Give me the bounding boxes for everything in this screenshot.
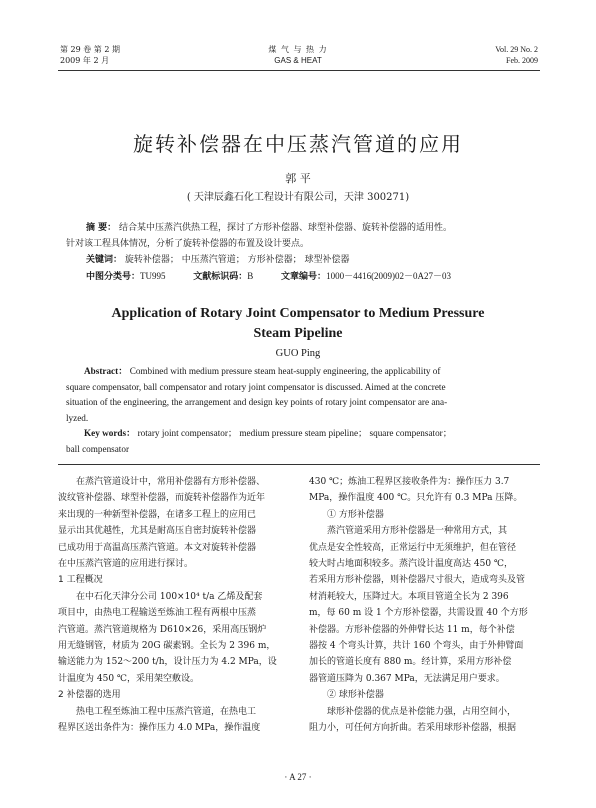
cont-line: 430 ℃；炼油工程界区接收条件为：操作压力 3.7	[309, 477, 510, 487]
subheading-1: ① 方形补偿器	[327, 509, 384, 520]
sub1-line: m，每 60 m 设 1 个方形补偿器，共需设置 40 个方形	[309, 608, 528, 619]
intro-line: 波纹管补偿器、球型补偿器，而旋转补偿器作为近年	[58, 493, 266, 504]
abstract-rule	[58, 464, 540, 465]
sub1-line: 优点是安全性较高，正常运行中无须维护，但在管径	[309, 542, 517, 553]
abstract-en-text-2: square compensator, ball compensator and rotary joint compensator is discussed. Aimed at the concrete	[66, 381, 446, 392]
clc-value: TU995	[140, 271, 166, 281]
clc-label: 中图分类号：	[86, 272, 141, 282]
sub1-line: 加长的管道长度有 880 m。经计算，采用方形补偿	[309, 657, 512, 668]
header-volume-issue: 第 29 卷 第 2 期	[60, 45, 120, 54]
abstract-en-text-3: situation of the engineering, the arrangement and design key points of rotary joint compensator are ana-	[66, 397, 448, 407]
section1-line: 项目中，由热电工程输送至炼油工程有两根中压蒸	[58, 608, 257, 619]
abstract-cn-label: 摘 要：	[86, 223, 117, 233]
keywords-en-text-1: rotary joint compensator； medium pressure steam pipeline； square compensator；	[137, 428, 452, 438]
abstract-en-text-1: Combined with medium pressure steam heat-supply engineering, the applicability of	[129, 366, 441, 376]
header-journal-cn: 煤 气 与 热 力	[268, 45, 328, 54]
cont-line: MPa，操作温度 400 ℃。只允许有 0.3 MPa 压降。	[309, 493, 523, 504]
header-journal-en: GAS & HEAT	[274, 56, 322, 65]
intro-line: 来出现的一种新型补偿器，在诸多工程上的应用已	[58, 509, 257, 520]
article-no-value: 1000－4416(2009)02－0A27－03	[326, 271, 452, 281]
header-volume-en	[495, 44, 538, 66]
subheading-2: ② 球形补偿器	[327, 690, 384, 701]
intro-line: 已成功用于高温高压蒸汽管道。本文对旋转补偿器	[58, 542, 257, 553]
sub1-line: 蒸汽管道采用方形补偿器是一种常用方式，其	[327, 526, 508, 537]
section-heading-1: 1 工程概况	[58, 575, 103, 586]
sub2-line: 阻力小，可任何方向折曲。若采用球形补偿器，根据	[309, 723, 517, 734]
abstract-en-text-4: lyzed.	[66, 412, 89, 423]
keywords-en-label: Key words：	[84, 428, 136, 438]
keywords-cn	[66, 252, 536, 268]
body-right-column	[309, 474, 540, 737]
section2-line: 程界区送出条件为：操作压力 4.0 MPa，操作温度	[58, 723, 261, 734]
abstract-en-label: Abstract：	[84, 366, 128, 376]
author-en: GUO Ping	[275, 348, 321, 359]
sub1-line: 补偿器。方形补偿器的外伸臂长达 11 m，每个补偿	[309, 624, 515, 635]
page-title: 旋转补偿器在中压蒸汽管道的应用	[133, 132, 463, 156]
abstract-en	[66, 364, 532, 457]
page-number: · A 27 ·	[284, 772, 312, 782]
keywords-en-text-2: ball compensator	[66, 443, 130, 454]
doc-code-value: B	[247, 271, 254, 281]
section2-line: 热电工程至炼油工程中压蒸汽管道，在热电工	[76, 706, 257, 717]
sub1-line: 较大时占地面积较多。蒸汽设计温度高达 450 ℃，	[309, 559, 513, 570]
affiliation-cn: ( 天津辰鑫石化工程设计有限公司，天津 300271)	[186, 192, 410, 203]
abstract-en-line-1	[66, 364, 532, 380]
classification-line	[66, 268, 536, 285]
abstract-cn-text-1: 结合某中压蒸汽供热工程，探讨了方形补偿器、球型补偿器、旋转补偿器的适用性。	[119, 223, 453, 233]
sub1-line: 器按 4 个弯头计算，共计 160 个弯头，由于外伸臂面	[309, 641, 524, 652]
abstract-cn-line-1	[66, 220, 536, 236]
sub2-line: 球形补偿器的优点是补偿能力强，占用空间小，	[327, 706, 517, 717]
sub1-line: 器管道压降为 0.367 MPa，无法满足用户要求。	[309, 673, 505, 684]
header-date: 2009 年 2 月	[60, 56, 110, 65]
abstract-cn-text-2: 针对该工程具体情况，分析了旋转补偿器的布置及设计要点。	[66, 239, 310, 249]
doc-code-label: 文献标识码：	[193, 272, 248, 282]
section1-line: 汽管道。蒸汽管道规格为 D610×26，采用高压钢炉	[58, 624, 267, 635]
body-left-column	[58, 474, 289, 737]
title-en-line-1: Application of Rotary Joint Compensator to Medium Pressure	[111, 306, 485, 321]
intro-line: 在蒸汽管道设计中，常用补偿器有方形补偿器、	[76, 477, 266, 487]
title-en-line-2: Steam Pipeline	[253, 326, 343, 341]
header-rule	[58, 70, 540, 71]
sub1-line: 材消耗较大，压降过大。本项目管道全长为 2 396	[309, 591, 509, 602]
section1-line: 输送能力为 152～200 t/h，设计压力为 4.2 MPa，设	[58, 657, 277, 668]
header-month: Feb. 2009	[506, 56, 538, 65]
author-cn: 郭 平	[285, 172, 311, 185]
section1-line: 在中石化天津分公司 100×10⁴ t/a 乙烯及配套	[76, 591, 263, 602]
keywords-cn-label: 关键词：	[86, 255, 123, 265]
keywords-en-line-1	[66, 426, 532, 442]
section-heading-2: 2 补偿器的选用	[58, 690, 121, 701]
article-no-label: 文章编号：	[281, 272, 327, 282]
keywords-cn-text: 旋转补偿器； 中压蒸汽管道； 方形补偿器； 球型补偿器	[124, 255, 350, 265]
intro-line: 显示出其优越性，尤其是耐高压自密封旋转补偿器	[58, 526, 257, 537]
header-vol-no: Vol. 29 No. 2	[495, 45, 538, 54]
section1-line: 用无缝钢管，材质为 20G 碳素钢。全长为 2 396 m，	[58, 641, 276, 652]
section1-line: 计温度为 450 ℃，采用架空敷设。	[58, 673, 199, 684]
sub1-line: 若采用方形补偿器，则补偿器尺寸很大，造成弯头及管	[309, 575, 526, 586]
abstract-cn	[66, 220, 536, 285]
intro-line: 在中压蒸汽管道的应用进行探讨。	[58, 559, 194, 570]
title-en	[60, 304, 536, 344]
